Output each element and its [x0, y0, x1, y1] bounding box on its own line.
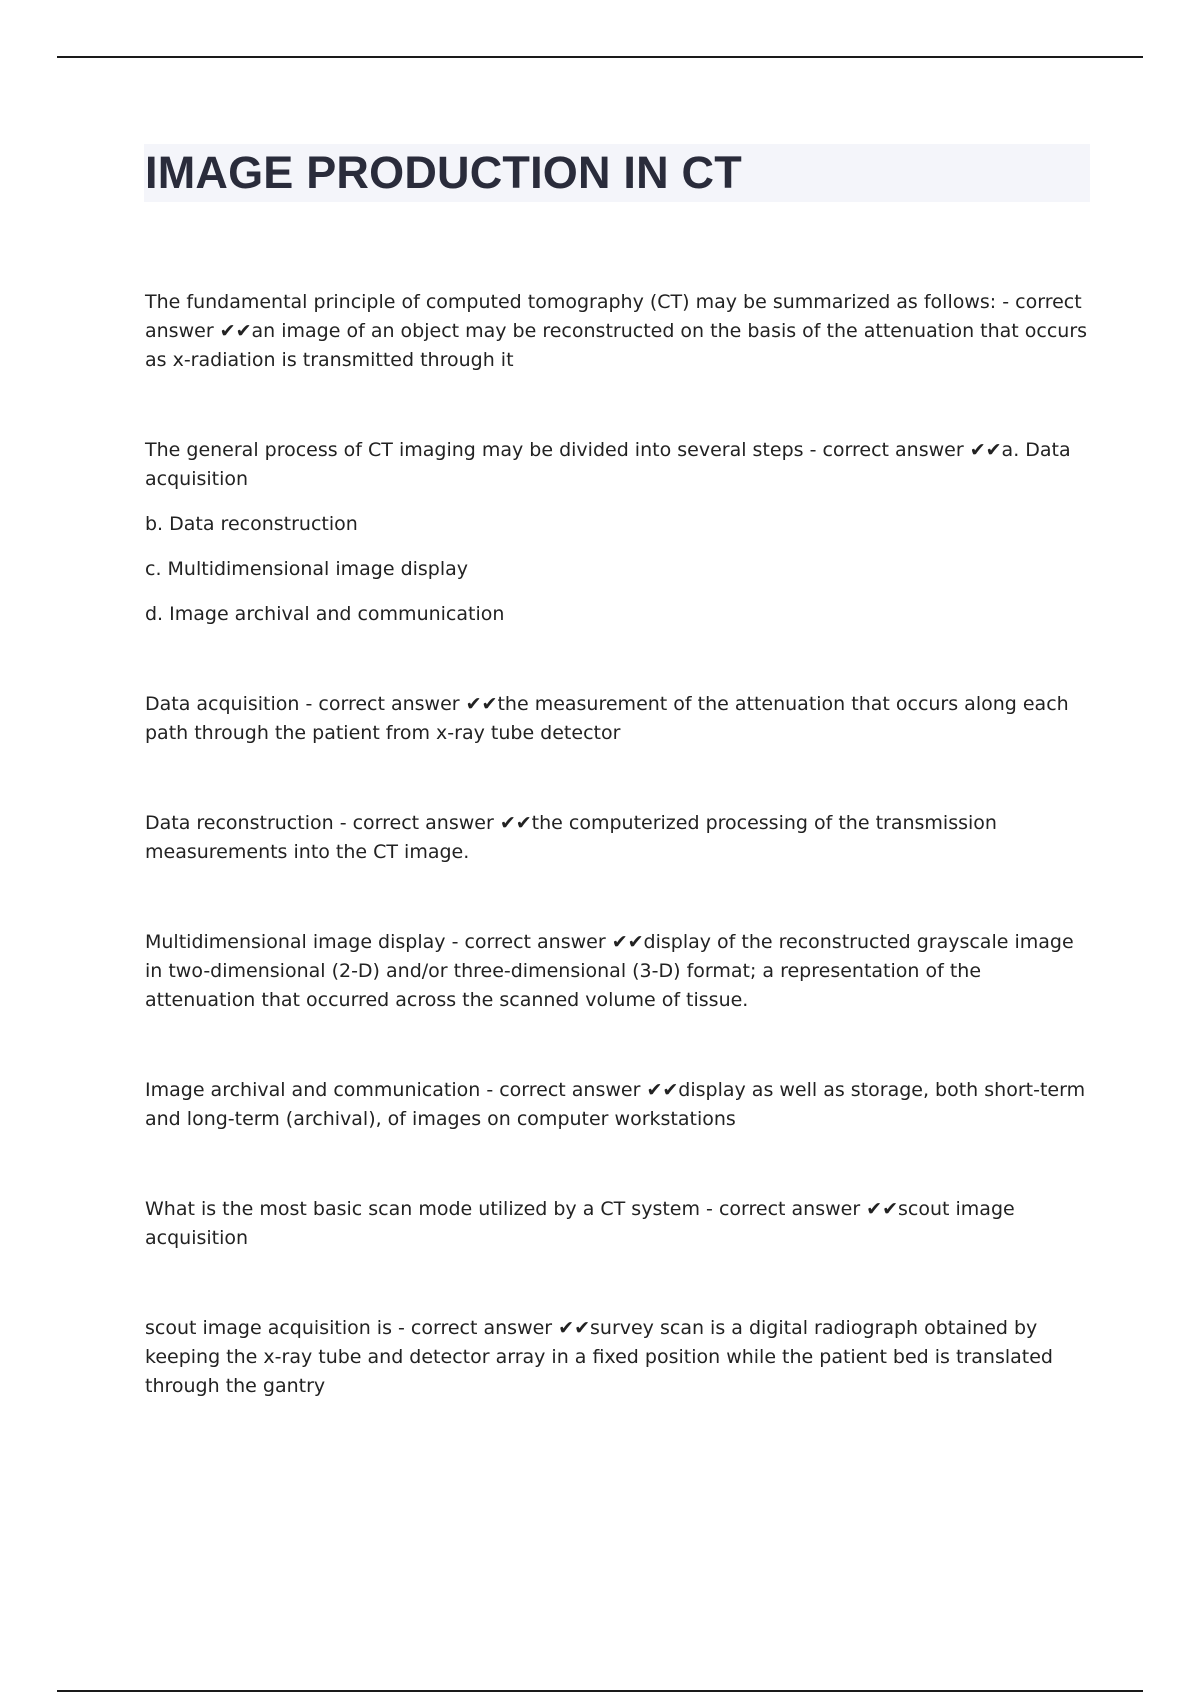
qa-paragraph — [145, 1314, 1090, 1401]
qa-item — [145, 436, 1090, 629]
question-text: The fundamental principle of computed tomography (CT) may be summarized as follows: — [145, 291, 997, 313]
answer-marker: - correct answer ✔✔ — [809, 439, 1002, 461]
question-text: What is the most basic scan mode utilized by a CT system — [145, 1198, 700, 1220]
qa-item — [145, 288, 1090, 375]
qa-paragraph — [145, 809, 1090, 867]
qa-item — [145, 1314, 1090, 1401]
qa-item — [145, 928, 1090, 1015]
qa-paragraph — [145, 288, 1090, 375]
step-item: c. Multidimensional image display — [145, 558, 469, 580]
question-text: Multidimensional image display — [145, 931, 446, 953]
step-item: d. Image archival and communication — [145, 603, 505, 625]
answer-text: a. Data acquisition — [145, 439, 1071, 490]
answer-marker: - correct answer ✔✔ — [398, 1317, 590, 1339]
answer-text: survey scan is a digital radiograph obtained by keeping the x-ray tube and detector array in a fixed position while the patient bed is translated through the gantry — [145, 1317, 1053, 1397]
question-text: Data reconstruction — [145, 812, 334, 834]
answer-text: display as well as storage, both short-term and long-term (archival), of images on computer workstations — [145, 1079, 1086, 1130]
document-body — [145, 288, 1090, 1462]
qa-item — [145, 1195, 1090, 1253]
question-text: Data acquisition — [145, 693, 300, 715]
answer-text: an image of an object may be reconstructed on the basis of the attenuation that occurs as x-radiation is transmitted through it — [145, 320, 1088, 371]
bottom-rule — [57, 1690, 1143, 1692]
question-text: scout image acquisition is — [145, 1317, 392, 1339]
question-text: Image archival and communication — [145, 1079, 481, 1101]
qa-paragraph — [145, 1076, 1090, 1134]
answer-marker: - correct answer ✔✔ — [145, 291, 1082, 342]
qa-paragraph — [145, 690, 1090, 748]
question-text: The general process of CT imaging may be divided into several steps — [145, 439, 804, 461]
qa-item — [145, 1076, 1090, 1134]
qa-paragraph — [145, 928, 1090, 1015]
answer-marker: - correct answer ✔✔ — [486, 1079, 679, 1101]
answer-text: the computerized processing of the transmission measurements into the CT image. — [145, 812, 997, 863]
answer-marker: - correct answer ✔✔ — [339, 812, 532, 834]
answer-marker: - correct answer ✔✔ — [451, 931, 644, 953]
qa-paragraph — [145, 1195, 1090, 1253]
answer-text: scout image acquisition — [145, 1198, 1015, 1249]
answer-text: the measurement of the attenuation that occurs along each path through the patient from x-ray tube detector — [145, 693, 1069, 744]
qa-item — [145, 690, 1090, 748]
qa-paragraph — [145, 436, 1090, 494]
qa-item — [145, 809, 1090, 867]
answer-marker: - correct answer ✔✔ — [305, 693, 498, 715]
page-title: IMAGE PRODUCTION IN CT — [145, 147, 742, 198]
answer-marker: - correct answer ✔✔ — [706, 1198, 899, 1220]
step-item: b. Data reconstruction — [145, 513, 358, 535]
top-rule — [57, 56, 1143, 58]
answer-text: display of the reconstructed grayscale image in two-dimensional (2-D) and/or three-dimensional (3-D) format; a representation of the attenuation that occurred across the scanned volume of tissue. — [145, 931, 1074, 1011]
